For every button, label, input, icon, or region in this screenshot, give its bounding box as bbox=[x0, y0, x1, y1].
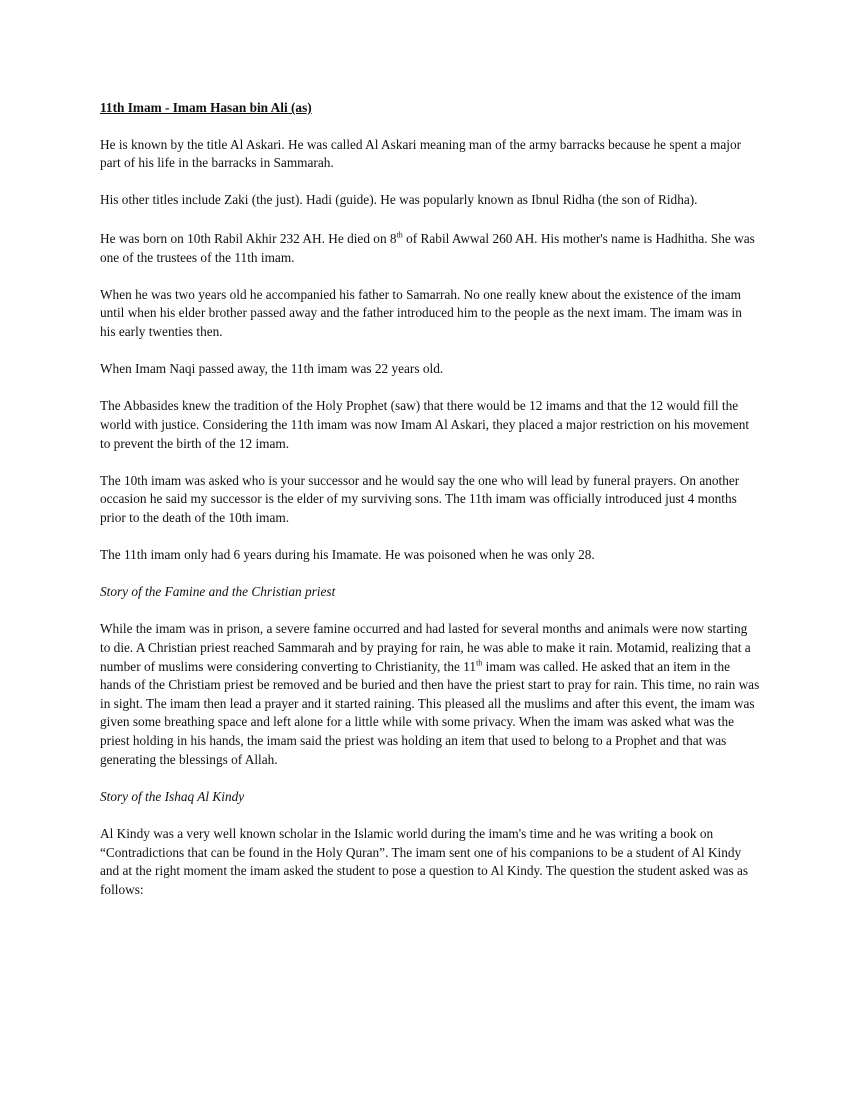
paragraph-famine-text-2: imam was called. He asked that an item in the hands of the Christiam priest be removed and be buried and then have the priest start to pray for rain. This time, no rain was in sight. The imam then lead a prayer and it started raining. This pleased all the muslims and after this event, the imam was given some breathing space and left alone for a little while with some privacy. When the imam was asked what was the priest holding in his hands, the imam said the priest was holding an item that used to belong to a Prophet and that was generating the blessings of Allah. bbox=[100, 658, 760, 767]
ordinal-suffix: th bbox=[396, 230, 403, 240]
paragraph-title-askari: He is known by the title Al Askari. He was called Al Askari meaning man of the army barracks because he spent a major part of his life in the barracks in Sammarah. bbox=[100, 136, 742, 171]
paragraph-other-titles: His other titles include Zaki (the just). Hadi (guide). He was popularly known as Ibnul Ridha (the son of Ridha). bbox=[100, 192, 698, 208]
paragraph-birth-death bbox=[100, 230, 760, 267]
paragraph-birth-text-2: of Rabil Awwal 260 AH. His mother's name is Hadhitha. She was one of the trustees of the 11th imam. bbox=[100, 230, 755, 265]
paragraph-birth-text-1: He was born on 10th Rabil Akhir 232 AH. He died on 8 bbox=[100, 230, 397, 246]
document-page bbox=[100, 99, 760, 918]
subheading-al-kindy-story: Story of the Ishaq Al Kindy bbox=[100, 788, 245, 804]
paragraph-famine-text-1: While the imam was in prison, a severe famine occurred and had lasted for several months and animals were now starting to die. A Christian priest reached Sammarah and by praying for rain, he was able to make it rain. Motamid, realizing that a number of muslims were considering converting to Christianity, the 11 bbox=[100, 621, 751, 674]
paragraph-abbasides: The Abbasides knew the tradition of the Holy Prophet (saw) that there would be 12 imams and that the 12 would fill the world with justice. Considering the 11th imam was now Imam Al Askari, they placed a major restriction on his movement to prevent the birth of the 12 imam. bbox=[100, 398, 750, 451]
subheading-famine-story: Story of the Famine and the Christian priest bbox=[100, 584, 336, 600]
paragraph-imam-naqi: When Imam Naqi passed away, the 11th imam was 22 years old. bbox=[100, 361, 444, 377]
ordinal-suffix: th bbox=[476, 658, 483, 668]
document-title: 11th Imam - Imam Hasan bin Ali (as) bbox=[100, 100, 312, 115]
paragraph-samarrah: When he was two years old he accompanied his father to Samarrah. No one really knew about the existence of the imam until when his elder brother passed away and the father introduced him to the people as the next imam. The imam was in his early twenties then. bbox=[100, 286, 742, 339]
paragraph-successor: The 10th imam was asked who is your successor and he would say the one who will lead by funeral prayers. On another occasion he said my successor is the elder of my surviving sons. The 11th imam was officially introduced just 4 months prior to the death of the 10th imam. bbox=[100, 472, 740, 525]
paragraph-famine-story bbox=[100, 620, 760, 769]
paragraph-al-kindy: Al Kindy was a very well known scholar in the Islamic world during the imam's time and he was writing a book on “Contradictions that can be found in the Holy Quran”. The imam sent one of his companions to be a student of Al Kindy and at the right moment the imam asked the student to pose a question to Al Kindy. The question the student asked was as follows: bbox=[100, 825, 749, 897]
paragraph-imamate: The 11th imam only had 6 years during his Imamate. He was poisoned when he was only 28. bbox=[100, 547, 595, 563]
